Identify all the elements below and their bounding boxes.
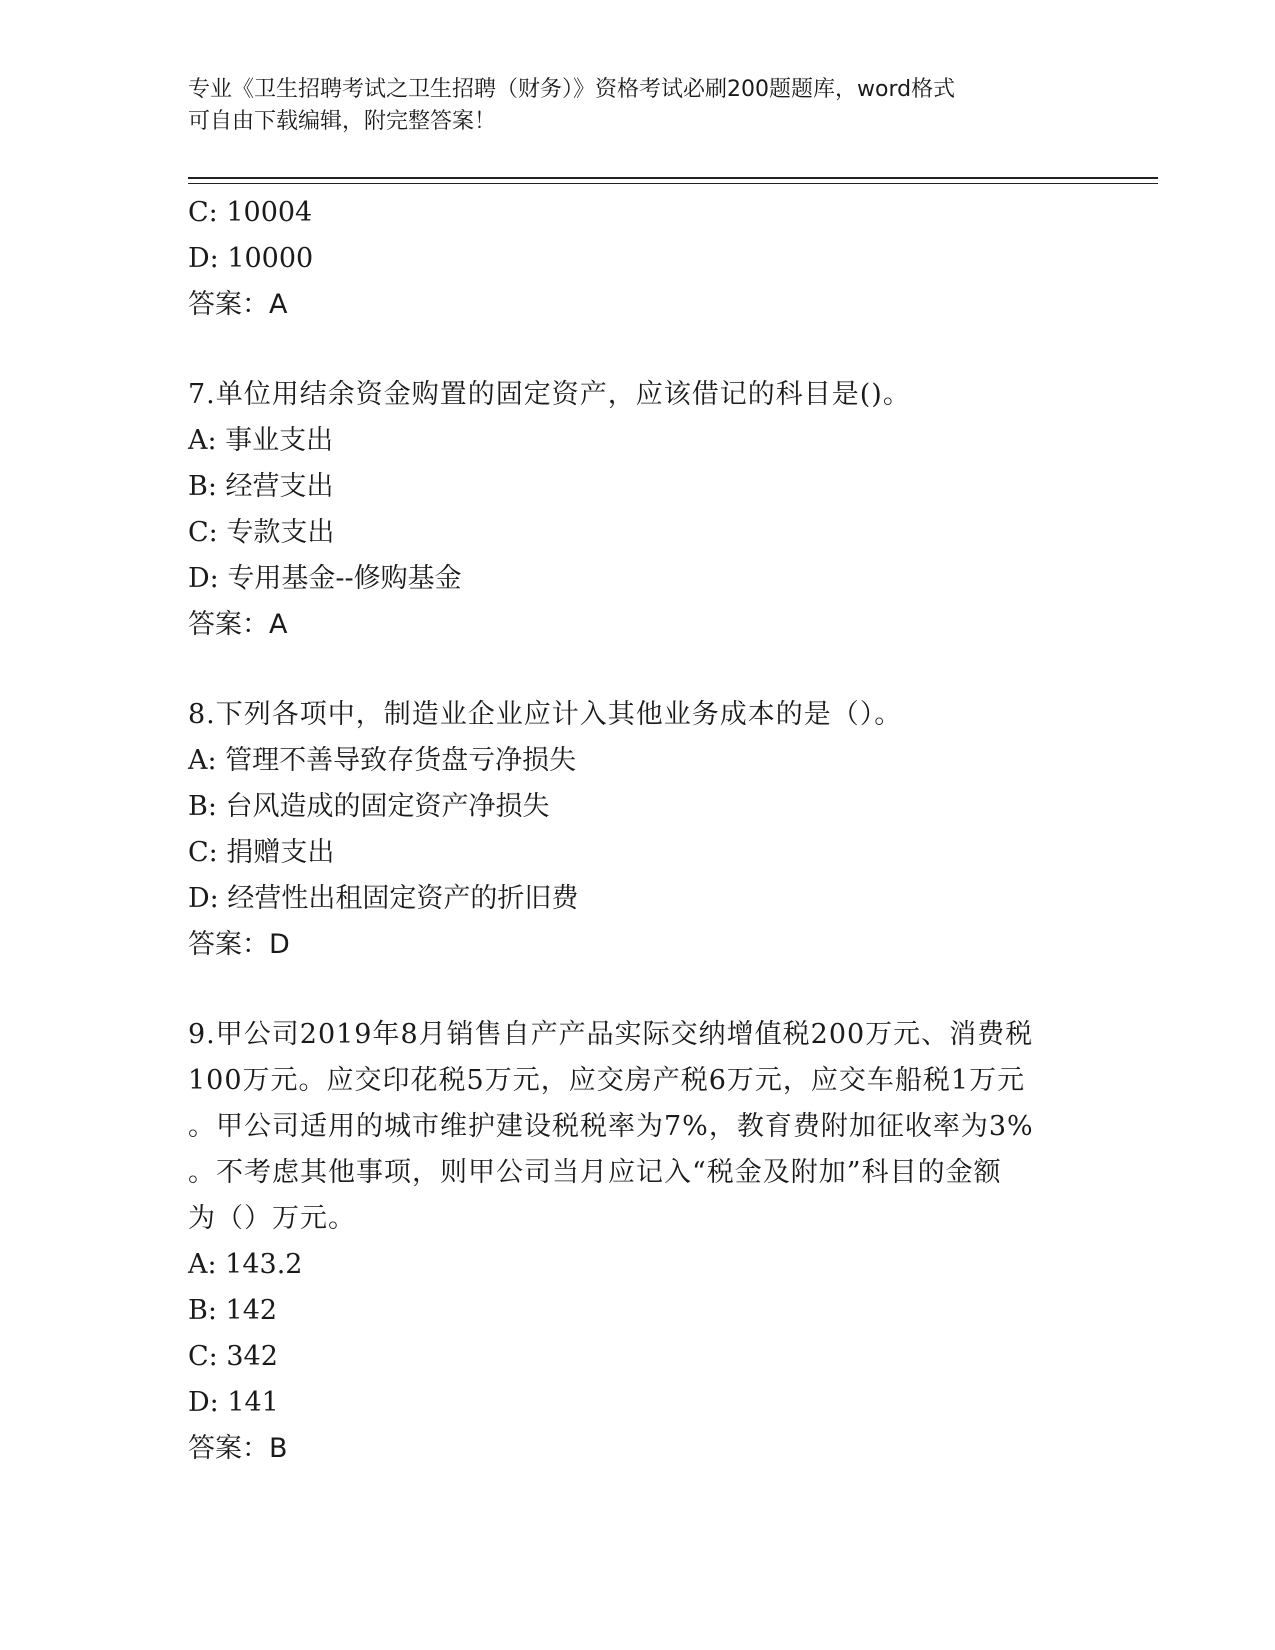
option-c: C: 10004 [188,197,313,228]
option-c: C: 捐赠支出 [188,837,335,868]
question-stem-line-5: 为（）万元。 [188,1203,356,1234]
question-7 [188,372,1088,648]
question-stem-line-4: 。不考虑其他事项，则甲公司当月应记入“税金及附加”科目的金额 [188,1157,1002,1188]
option-a: A: 143.2 [188,1249,303,1280]
document-header [188,74,1068,138]
option-d: D: 专用基金--修购基金 [188,563,462,594]
question-stem-line-2: 100万元。应交印花税5万元，应交房产税6万元，应交车船税1万元 [188,1065,1026,1096]
header-divider-thin [188,183,1158,184]
spacer [188,328,1088,372]
answer-line: 答案：A [188,609,288,640]
question-stem-line-3: 。甲公司适用的城市维护建设税税率为7%，教育费附加征收率为3% [188,1111,1034,1142]
question-stem-line-1: 9.甲公司2019年8月销售自产产品实际交纳增值税200万元、消费税 [188,1019,1034,1050]
option-c: C: 342 [188,1341,278,1372]
option-c: C: 专款支出 [188,517,335,548]
question-8 [188,692,1088,968]
option-b: B: 台风造成的固定资产净损失 [188,791,550,822]
option-d: D: 10000 [188,243,314,274]
answer-line: 答案：B [188,1433,288,1464]
option-a: A: 事业支出 [188,425,334,456]
header-line-1: 专业《卫生招聘考试之卫生招聘（财务）》资格考试必刷200题题库，word格式 [188,77,956,102]
option-d: D: 141 [188,1387,279,1418]
option-d: D: 经营性出租固定资产的折旧费 [188,883,579,914]
answer-line: 答案：D [188,929,290,960]
header-divider-thick [188,177,1158,179]
option-b: B: 经营支出 [188,471,334,502]
option-b: B: 142 [188,1295,278,1326]
question-stem: 8.下列各项中，制造业企业应计入其他业务成本的是（）。 [188,699,903,730]
question-list [188,190,1088,1472]
option-a: A: 管理不善导致存货盘亏净损失 [188,745,577,776]
question-6 [188,190,1088,328]
question-stem: 7.单位用结余资金购置的固定资产，应该借记的科目是()。 [188,379,911,410]
question-9 [188,1012,1088,1472]
spacer [188,968,1088,1012]
answer-line: 答案：A [188,289,288,320]
spacer [188,648,1088,692]
header-line-2: 可自由下载编辑，附完整答案！ [188,109,497,134]
